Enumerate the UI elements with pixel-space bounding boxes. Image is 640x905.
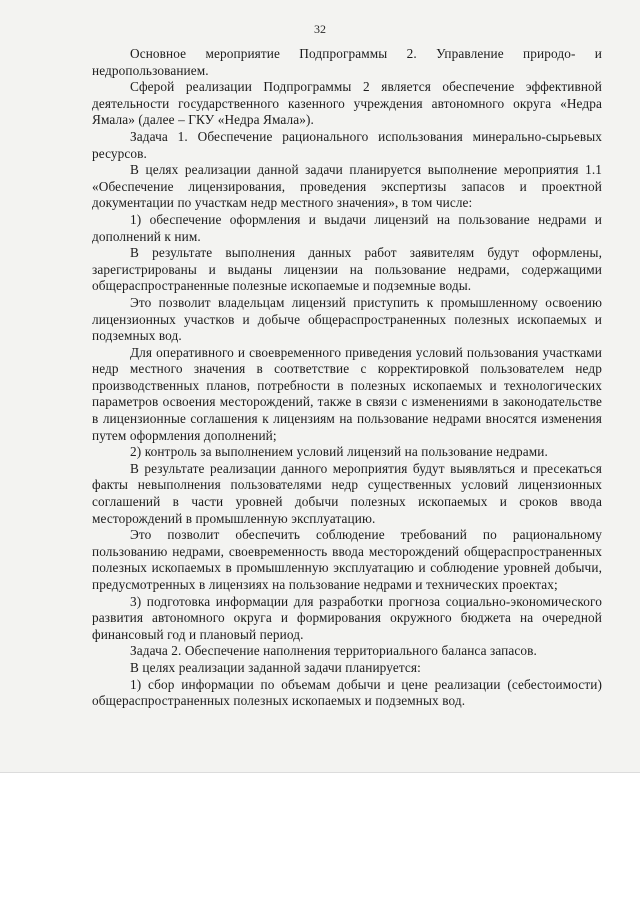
- paragraph: 1) сбор информации по объемам добычи и цене реализации (себестоимости) общераспространенных полезных ископаемых и подземных вод.: [92, 676, 602, 709]
- page-number: 32: [314, 22, 326, 36]
- document-body: [92, 46, 602, 710]
- paragraph: В целях реализации заданной задачи планируется:: [130, 659, 421, 675]
- paragraph: В результате выполнения данных работ заявителям будут оформлены, зарегистрированы и выданы лицензии на пользование недрами, содержащими общераспространенные полезные ископаемые и подземные воды.: [92, 245, 602, 294]
- paragraph: Сферой реализации Подпрограммы 2 является обеспечение эффективной деятельности государственного казенного учреждения автономного округа «Недра Ямала» (далее – ГКУ «Недра Ямала»).: [92, 79, 602, 128]
- paragraph: Задача 2. Обеспечение наполнения территориального баланса запасов.: [130, 643, 537, 659]
- paragraph: Для оперативного и своевременного приведения условий пользования участками недр местного значения в соответствие с корректировкой пользователем недр производственных планов, потребности в полезных ископаемых и технологических параметров освоения месторождений, также в связи с изменениями в законодательстве в лицензионные соглашения к лицензиям на пользование недрами вносятся изменения путем оформления дополнений;: [92, 344, 602, 443]
- paragraph: 3) подготовка информации для разработки прогноза социально-экономического развития автономного округа и формирования окружного бюджета на очередной финансовый год и плановый период.: [92, 593, 602, 642]
- paragraph: Это позволит владельцам лицензий приступить к промышленному освоению лицензионных участков и добыче общераспространенных полезных ископаемых и подземных вод.: [92, 294, 602, 344]
- paragraph: Основное мероприятие Подпрограммы 2. Управление природо- и недропользованием.: [92, 46, 602, 78]
- paragraph: 1) обеспечение оформления и выдачи лицензий на пользование недрами и дополнений к ним.: [92, 211, 602, 244]
- paragraph: Задача 1. Обеспечение рационального использования минерально-сырьевых ресурсов.: [92, 128, 602, 161]
- paragraph: В целях реализации данной задачи планируется выполнение мероприятия 1.1 «Обеспечение лицензирования, проведения экспертизы запасов и проектной документации по участкам недр местного значения», в том числе:: [92, 162, 602, 211]
- paragraph: В результате реализации данного мероприятия будут выявляться и пресекаться факты невыполнения пользователями недр существенных условий лицензионных соглашений в части уровней добычи полезных ископаемых и сроков ввода месторождений в промышленную эксплуатацию.: [92, 460, 602, 526]
- paragraph: Это позволит обеспечить соблюдение требований по рациональному пользованию недрами, своевременность ввода месторождений общераспространенных полезных ископаемых в промышленную эксплуатацию и соблюдение уровней добычи, предусмотренных в лицензиях на пользование недрами и технических проектах;: [92, 527, 602, 592]
- paragraph: 2) контроль за выполнением условий лицензий на пользование недрами.: [130, 444, 548, 460]
